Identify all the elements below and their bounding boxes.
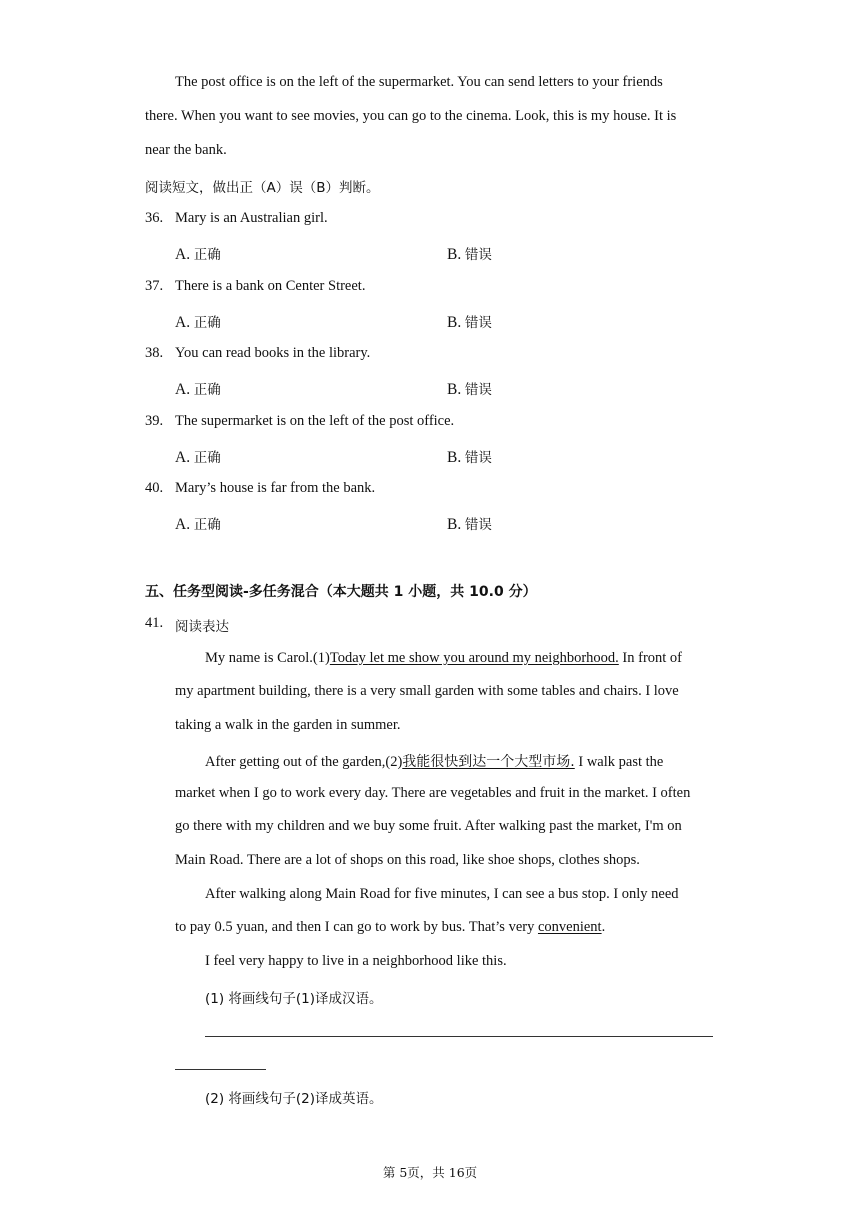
question-number: 39. bbox=[145, 413, 164, 429]
option-letter: B. bbox=[447, 314, 462, 331]
reading-line bbox=[205, 751, 663, 771]
option-letter: A. bbox=[175, 516, 191, 533]
task-2 bbox=[205, 1087, 383, 1108]
reading-line bbox=[205, 650, 682, 667]
option-text: 正确 bbox=[193, 315, 221, 331]
reading-line: Main Road. There are a lot of shops on this road, like shoe shops, clothes shops. bbox=[175, 852, 640, 868]
option-b[interactable] bbox=[447, 513, 492, 534]
reading-line bbox=[175, 919, 605, 936]
reading-line: go there with my children and we buy some fruit. After walking past the market, I'm on bbox=[175, 818, 682, 834]
section-title: 五、任务型阅读-多任务混合（本大题共 1 小题，共 10.0 分） bbox=[145, 584, 537, 600]
option-a[interactable] bbox=[175, 243, 221, 264]
question-label: 阅读表达 bbox=[175, 619, 229, 635]
question-text: There is a bank on Center Street. bbox=[175, 278, 366, 294]
option-b[interactable] bbox=[447, 311, 492, 332]
option-text: 错误 bbox=[464, 450, 492, 466]
reading-line: taking a walk in the garden in summer. bbox=[175, 717, 401, 733]
option-a[interactable] bbox=[175, 513, 221, 534]
option-letter: A. bbox=[175, 314, 191, 331]
option-text: 正确 bbox=[193, 517, 221, 533]
option-b[interactable] bbox=[447, 243, 492, 264]
question-number: 38. bbox=[145, 345, 164, 361]
option-b[interactable] bbox=[447, 378, 492, 399]
option-letter: B. bbox=[447, 381, 462, 398]
question-text: Mary’s house is far from the bank. bbox=[175, 480, 376, 496]
reading-line: market when I go to work every day. There are vegetables and fruit in the market. I often bbox=[175, 785, 691, 801]
instruction-text: 阅读短文，做出正（A）误（B）判断。 bbox=[145, 180, 380, 196]
text-segment: My name is Carol.(1) bbox=[205, 650, 330, 666]
option-a[interactable] bbox=[175, 311, 221, 332]
option-text: 错误 bbox=[464, 517, 492, 533]
option-a[interactable] bbox=[175, 378, 221, 399]
option-text: 错误 bbox=[464, 382, 492, 398]
option-letter: B. bbox=[447, 516, 462, 533]
task-1 bbox=[205, 987, 383, 1008]
text-segment: In front of bbox=[618, 650, 683, 666]
option-text: 正确 bbox=[193, 247, 221, 263]
task-text: (1) 将画线句子(1)译成汉语。 bbox=[205, 991, 383, 1007]
option-letter: B. bbox=[447, 246, 462, 263]
option-letter: B. bbox=[447, 449, 462, 466]
underlined-word: convenient bbox=[537, 919, 602, 935]
question-number: 37. bbox=[145, 278, 164, 294]
option-text: 错误 bbox=[464, 247, 492, 263]
passage-line-3: near the bank. bbox=[145, 142, 227, 158]
task-text: (2) 将画线句子(2)译成英语。 bbox=[205, 1091, 383, 1107]
text-segment: to pay 0.5 yuan, and then I can go to work by bus. That’s very bbox=[175, 919, 538, 935]
option-text: 正确 bbox=[193, 450, 221, 466]
option-b[interactable] bbox=[447, 446, 492, 467]
question-number: 40. bbox=[145, 480, 164, 496]
question-number: 36. bbox=[145, 210, 164, 226]
question-number: 41. bbox=[145, 615, 164, 631]
option-letter: A. bbox=[175, 381, 191, 398]
text-segment: I walk past the bbox=[574, 754, 664, 770]
question-text: Mary is an Australian girl. bbox=[175, 210, 328, 226]
question-text: You can read books in the library. bbox=[175, 345, 371, 361]
answer-line-continuation[interactable] bbox=[175, 1069, 266, 1070]
underlined-sentence-1: Today let me show you around my neighborhood. bbox=[329, 650, 619, 666]
text-segment: . bbox=[601, 919, 606, 935]
option-a[interactable] bbox=[175, 446, 221, 467]
question-text: The supermarket is on the left of the post office. bbox=[175, 413, 455, 429]
option-text: 正确 bbox=[193, 382, 221, 398]
underlined-sentence-2: 我能很快到达一个大型市场. bbox=[402, 754, 575, 770]
option-letter: A. bbox=[175, 449, 191, 466]
reading-line: After walking along Main Road for five minutes, I can see a bus stop. I only need bbox=[205, 886, 679, 902]
option-text: 错误 bbox=[464, 315, 492, 331]
reading-line: I feel very happy to live in a neighborhood like this. bbox=[205, 953, 507, 969]
option-letter: A. bbox=[175, 246, 191, 263]
passage-line-2: there. When you want to see movies, you can go to the cinema. Look, this is my house. It is bbox=[145, 108, 677, 124]
text-segment: After getting out of the garden,(2) bbox=[205, 754, 403, 770]
reading-line: my apartment building, there is a very small garden with some tables and chairs. I love bbox=[175, 683, 679, 699]
passage-line-1: The post office is on the left of the supermarket. You can send letters to your friends bbox=[175, 74, 663, 90]
answer-line[interactable] bbox=[205, 1036, 713, 1037]
page-footer: 第 5页，共 16页 bbox=[382, 1165, 478, 1180]
